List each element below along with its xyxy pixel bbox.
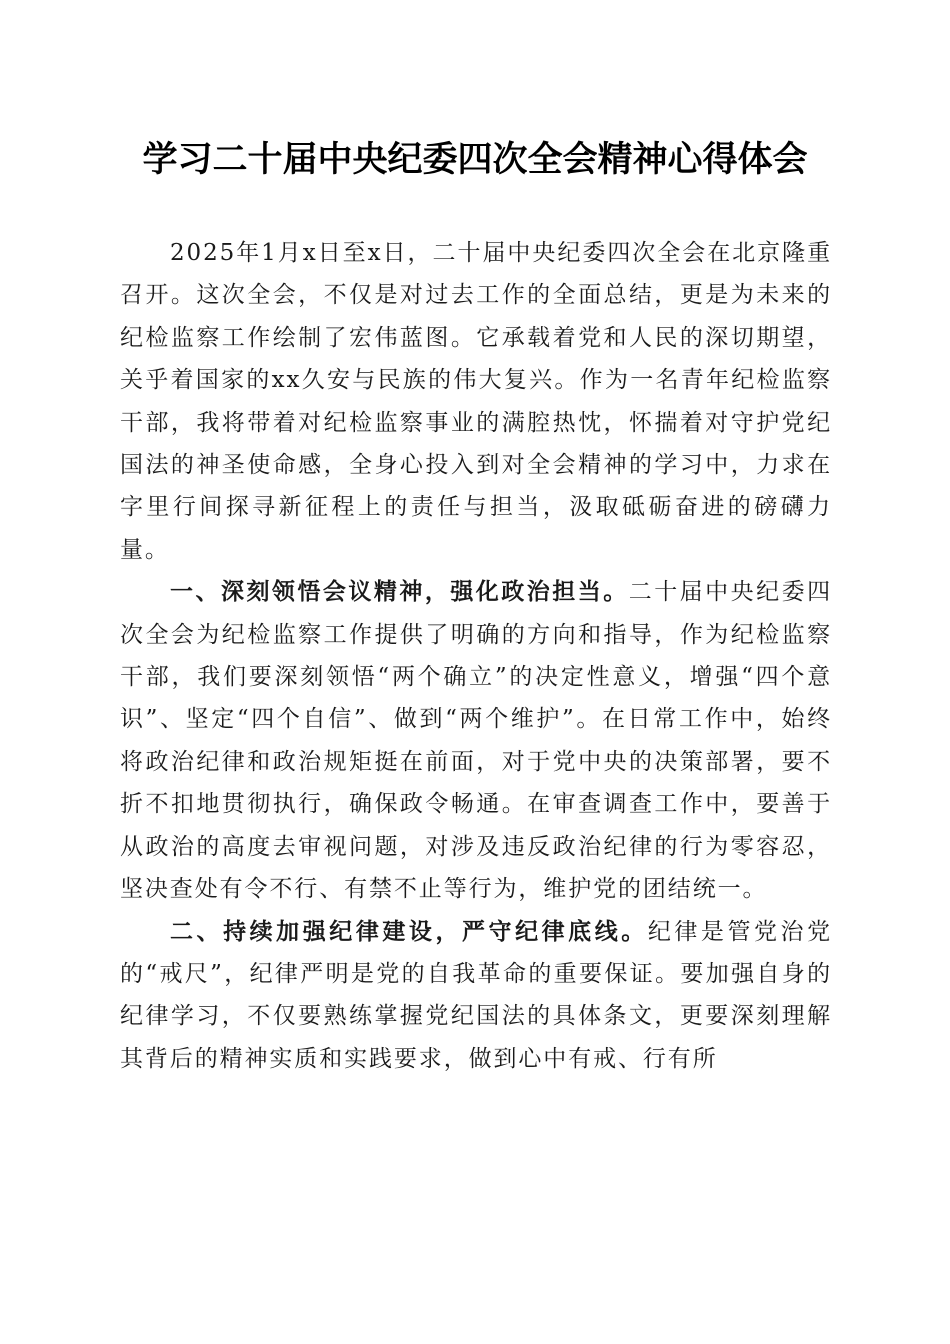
document-body: [120, 232, 832, 1080]
document-title: 学习二十届中央纪委四次全会精神心得体会: [142, 139, 808, 180]
section-2-paragraph: [120, 911, 832, 1081]
intro-paragraph: 2025年1月x日至x日，二十届中央纪委四次全会在北京隆重召开。这次全会，不仅是对过去工作的全面总结，更是为未来的纪检监察工作绘制了宏伟蓝图。它承载着党和人民的深切期望，关乎着国家的xx久安与民族的伟大复兴。作为一名青年纪检监察干部，我将带着对纪检监察事业的满腔热忱，怀揣着对守护党纪国法的神圣使命感，全身心投入到对全会精神的学习中，力求在字里行间探寻新征程上的责任与担当，汲取砥砺奋进的磅礴力量。: [120, 240, 832, 563]
section-2-text: 纪律是管党治党的“戒尺”，纪律严明是党的自我革命的重要保证。要加强自身的纪律学习，不仅要熟练掌握党纪国法的具体条文，更要深刻理解其背后的精神实质和实践要求，做到心中有戒、行有所: [120, 918, 832, 1072]
section-1-heading: 一、深刻领悟会议精神，强化政治担当。: [170, 579, 629, 606]
section-1-paragraph: [120, 571, 832, 910]
section-2-heading: 二、持续加强纪律建设，严守纪律底线。: [170, 918, 648, 945]
section-1-text: 二十届中央纪委四次全会为纪检监察工作提供了明确的方向和指导，作为纪检监察干部，我们要深刻领悟“两个确立”的决定性意义，增强“四个意识”、坚定“四个自信”、做到“两个维护”。在日常工作中，始终将政治纪律和政治规矩挺在前面，对于党中央的决策部署，要不折不扣地贯彻执行，确保政令畅通。在审查调查工作中，要善于从政治的高度去审视问题，对涉及违反政治纪律的行为零容忍，坚决查处有令不行、有禁不止等行为，维护党的团结统一。: [120, 579, 833, 903]
